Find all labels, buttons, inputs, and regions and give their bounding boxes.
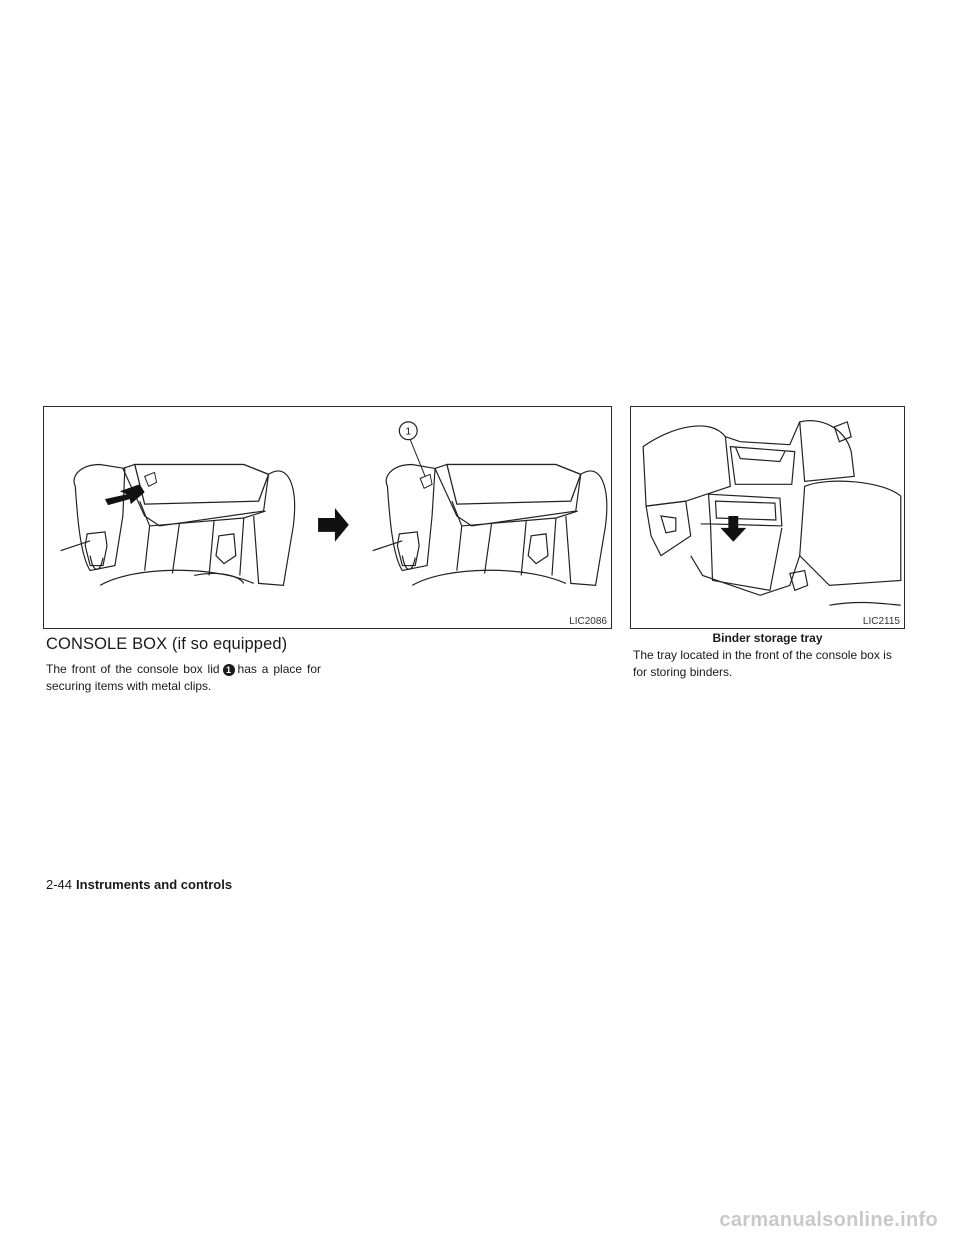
paragraph-text-end: has a place for securing items with metal clips.: [46, 662, 321, 693]
callout-circle: [399, 422, 417, 440]
section-title: CONSOLE BOX (if so equipped): [46, 635, 288, 653]
figure-code: LIC2115: [862, 616, 900, 627]
figure-caption: Binder storage tray: [712, 631, 823, 645]
page-number: 2-44: [46, 877, 73, 892]
console-box-paragraph: [46, 661, 321, 695]
console-box-illustration: [43, 406, 612, 629]
callout-number-icon: 1: [223, 664, 235, 676]
binder-tray-paragraph: The tray located in the front of the console box is for storing binders.: [633, 648, 892, 679]
watermark: carmanualsonline.info: [719, 1209, 938, 1231]
binder-tray-drawing: [631, 407, 904, 628]
binder-tray-illustration: [630, 406, 905, 629]
console-box-drawing: [44, 407, 611, 628]
callout-label: 1: [405, 426, 412, 438]
chapter-title: Instruments and controls: [76, 877, 233, 892]
figure-code: LIC2086: [569, 616, 607, 627]
page-footer: [46, 877, 232, 892]
paragraph-text-start: The front of the console box lid: [46, 662, 220, 676]
